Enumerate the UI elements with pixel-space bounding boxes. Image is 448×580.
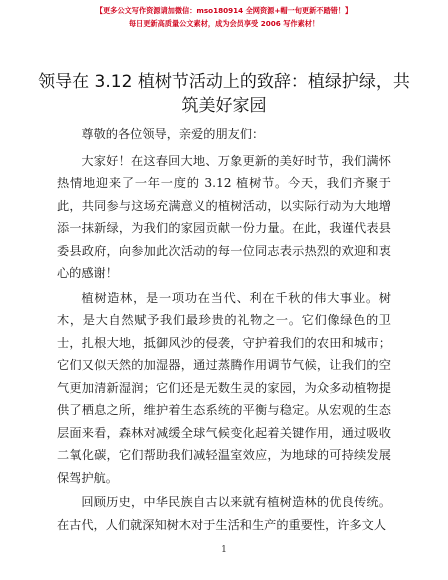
promo-banner-line-1: 【更多公文写作资源请加微信：mso180914 全网资源+帽一旬更新不踏错！】 [95,6,353,15]
greeting-line: 尊敬的各位领导，亲爱的朋友们： [81,127,265,141]
document-body [57,123,391,538]
page-number: 1 [221,545,227,555]
paragraph-history: 回顾历史，中华民族自古以来就有植树造林的优良传统。在古代，人们就深知树木对于生活和生产的重要性，许多文人 [57,495,391,532]
promo-banner-line-2: 每日更新高质量公文素材，成为会员享受 2006 写作素材！ [128,19,320,28]
document-title: 领导在 3.12 植树节活动上的致辞：植绿护绿，共筑美好家园 [38,72,410,116]
promo-banner [0,4,448,30]
paragraph-welcome: 大家好！在这春回大地、万象更新的美好时节，我们满怀热情地迎来了一年一度的 3.12 植树节。今天，我们齐聚于此，共同参与这场充满意义的植树活动，以实际行动为大地增添一抹新绿，为我们的家园贡献一份力量。在此，我谨代表县委县政府，向参加此次活动的每一位同志表示热烈的欢迎和衷心的感谢！ [57,153,391,280]
paragraph-tree-planting: 植树造林，是一项功在当代、利在千秋的伟大事业。树木，是大自然赋予我们最珍贵的礼物之一。它们像绿色的卫士，扎根大地，抵御风沙的侵袭，守护着我们的农田和城市；它们又似天然的加湿器，通过蒸腾作用调节气候，让我们的空气更加清新湿润；它们还是无数生灵的家园，为众多动植物提供了栖息之所，维护着生态系统的平衡与稳定。从宏观的生态层面来看，森林对减缓全球气候变化起着关键作用，通过吸收二氧化碳，它们帮助我们减轻温室效应，为地球的可持续发展保驾护航。 [57,290,391,485]
